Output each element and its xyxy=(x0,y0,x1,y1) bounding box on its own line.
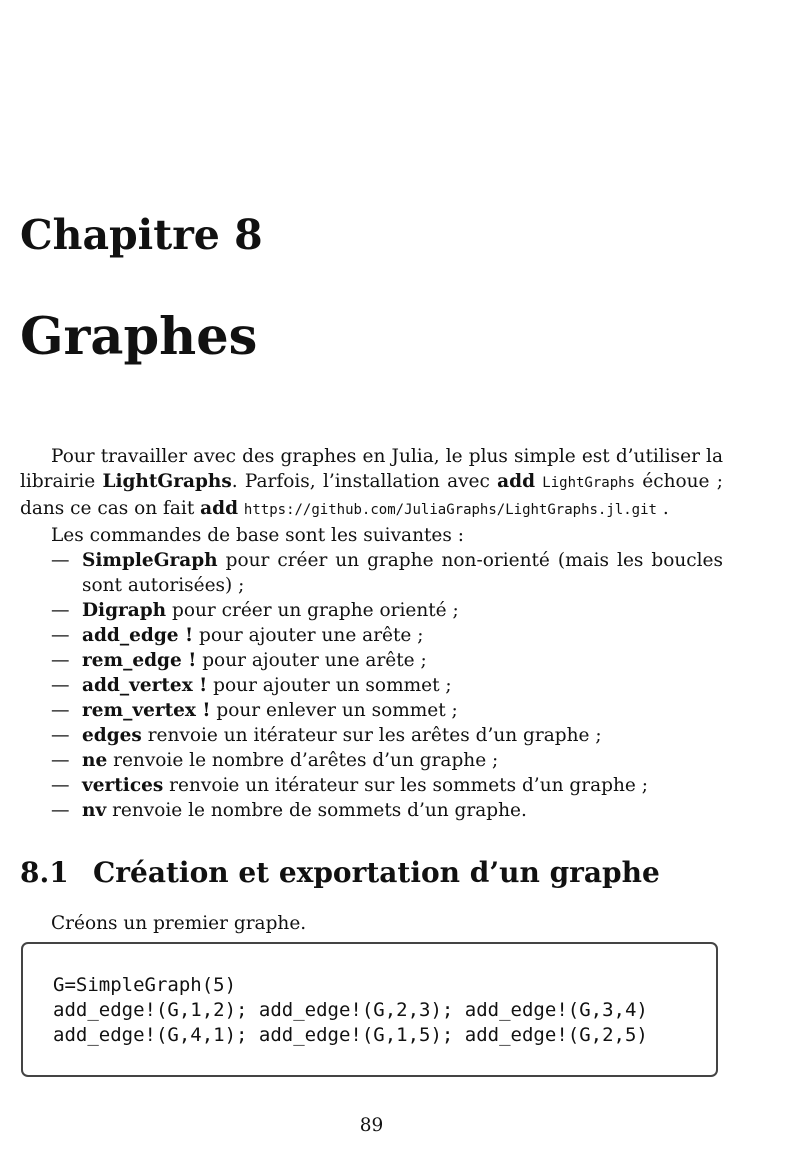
code-listing xyxy=(53,973,648,1048)
command-item xyxy=(51,623,723,648)
command-name: rem_vertex ! xyxy=(82,700,211,721)
dash-marker: — xyxy=(51,550,70,571)
command-item xyxy=(51,798,723,823)
command-description: pour enlever un sommet ; xyxy=(210,700,458,721)
command-name: add_vertex ! xyxy=(82,675,208,696)
dash-marker: — xyxy=(51,700,70,721)
command-name: Digraph xyxy=(82,600,167,621)
command-description: pour créer un graphe orienté ; xyxy=(166,600,459,621)
command-item xyxy=(51,773,723,798)
page-number: 89 xyxy=(359,1115,384,1136)
command-item xyxy=(51,548,723,598)
command-name: add_edge ! xyxy=(82,625,194,646)
dash-marker: — xyxy=(51,625,70,646)
section-intro: Créons un premier graphe. xyxy=(51,913,307,934)
add-keyword: add xyxy=(497,471,535,492)
command-description: pour ajouter un sommet ; xyxy=(207,675,452,696)
dash-marker: — xyxy=(51,675,70,696)
command-name: vertices xyxy=(82,775,164,796)
dash-marker: — xyxy=(51,725,70,746)
section-title: Création et exportation d’un graphe xyxy=(93,856,660,889)
command-item xyxy=(51,648,723,673)
command-name: nv xyxy=(82,800,107,821)
library-name: LightGraphs xyxy=(102,471,232,492)
command-item xyxy=(51,598,723,623)
intro-paragraph xyxy=(20,444,723,523)
body-text xyxy=(20,444,723,823)
add-keyword: add xyxy=(200,498,239,519)
code-line: add_edge!(G,4,1); add_edge!(G,1,5); add_edge!(G,2,5) xyxy=(53,1024,648,1046)
intro-text: . xyxy=(656,498,669,519)
code-line: G=SimpleGraph(5) xyxy=(53,974,237,996)
command-description: renvoie un itérateur sur les arêtes d’un graphe ; xyxy=(141,725,602,746)
section-number: 8.1 xyxy=(20,856,69,889)
command-name: edges xyxy=(82,725,142,746)
repository-url: https://github.com/JuliaGraphs/LightGraphs.jl.git xyxy=(243,502,657,518)
chapter-label: Chapitre 8 xyxy=(20,211,263,259)
code-line: add_edge!(G,1,2); add_edge!(G,2,3); add_edge!(G,3,4) xyxy=(53,999,648,1021)
command-name: SimpleGraph xyxy=(82,550,218,571)
command-item xyxy=(51,698,723,723)
package-name: LightGraphs xyxy=(542,475,635,491)
command-description: renvoie le nombre d’arêtes d’un graphe ; xyxy=(107,750,499,771)
dash-marker: — xyxy=(51,800,70,821)
command-description: renvoie un itérateur sur les sommets d’un graphe ; xyxy=(163,775,648,796)
command-description: pour ajouter une arête ; xyxy=(196,650,427,671)
command-description: renvoie le nombre de sommets d’un graphe. xyxy=(106,800,527,821)
code-block xyxy=(21,942,718,1077)
dash-marker: — xyxy=(51,600,70,621)
commands-intro: Les commandes de base sont les suivantes : xyxy=(51,525,464,546)
command-description: pour créer un graphe non-orienté (mais les boucles sont autorisées) ; xyxy=(82,550,723,596)
command-item xyxy=(51,723,723,748)
intro-text: échoue ; dans ce cas on fait xyxy=(20,471,723,519)
dash-marker: — xyxy=(51,750,70,771)
command-item xyxy=(51,748,723,773)
command-item xyxy=(51,673,723,698)
dash-marker: — xyxy=(51,775,70,796)
intro-text: . Parfois, l’installation avec xyxy=(231,471,498,492)
command-name: ne xyxy=(82,750,108,771)
chapter-title: Graphes xyxy=(20,307,258,367)
intro-text: Pour travailler avec des graphes en Julia, le plus simple est d’utiliser la librairie xyxy=(20,446,723,492)
command-list xyxy=(20,548,723,823)
command-name: rem_edge ! xyxy=(82,650,197,671)
section-heading xyxy=(20,853,660,893)
command-description: pour ajouter une arête ; xyxy=(193,625,424,646)
dash-marker: — xyxy=(51,650,70,671)
